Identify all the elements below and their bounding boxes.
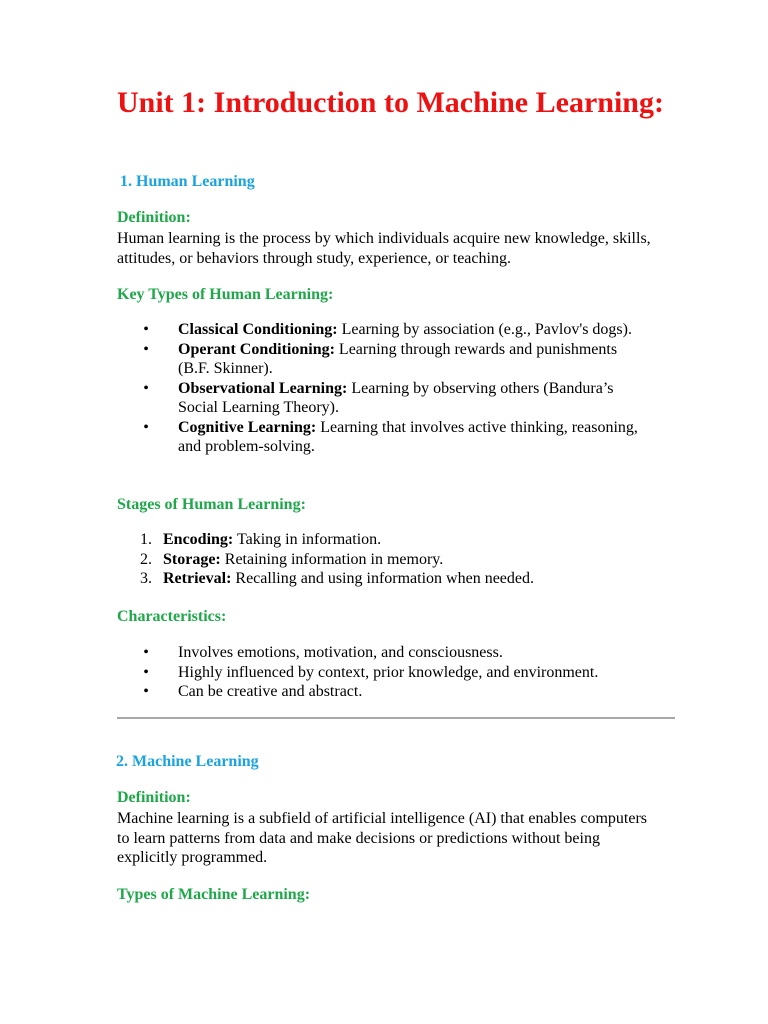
list-item-term: Classical Conditioning: (178, 321, 338, 338)
types-label: Types of Machine Learning: (117, 886, 311, 903)
key-types-list (131, 320, 651, 457)
bullet-icon: • (143, 379, 149, 397)
list-item (131, 340, 651, 379)
list-item (116, 569, 636, 589)
list-item (116, 550, 636, 570)
bullet-icon: • (143, 321, 149, 338)
list-item-text: Recalling and using information when needed. (231, 570, 534, 587)
bullet-icon: • (143, 683, 149, 700)
list-item-term: Storage: (163, 550, 221, 568)
bullet-icon: • (143, 644, 149, 661)
list-item-text: Involves emotions, motivation, and consciousness. (178, 644, 503, 661)
list-item-term: Cognitive Learning: (178, 418, 317, 436)
bullet-icon: • (143, 418, 149, 436)
definition-text: Machine learning is a subfield of artificial intelligence (AI) that enables computers to learn patterns from data and make decisions or predictions without being explicitly programmed. (117, 810, 648, 866)
list-item-text: Can be creative and abstract. (178, 683, 363, 700)
list-item-text: Learning by association (e.g., Pavlov's dogs). (337, 321, 632, 338)
bullet-icon: • (143, 663, 149, 681)
stages-list (116, 530, 636, 589)
definition-label: Definition: (117, 789, 191, 806)
list-item (131, 643, 651, 663)
list-item (116, 530, 636, 550)
list-item-text: Retaining information in memory. (220, 550, 444, 568)
list-item-term: Observational Learning: (178, 379, 348, 397)
list-item-text: Learning through rewards and punishments (B.F. Skinner). (178, 340, 618, 377)
list-item-text: Highly influenced by context, prior knowledge, and environment. (178, 663, 599, 681)
characteristics-label: Characteristics: (117, 608, 227, 625)
list-number: 3. (140, 570, 152, 587)
list-number: 1. (140, 531, 152, 548)
list-item (131, 320, 651, 340)
definition-label: Definition: (117, 209, 191, 226)
list-item-term: Encoding: (163, 531, 234, 548)
list-item (131, 663, 651, 683)
page-title: Unit 1: Introduction to Machine Learning: (117, 86, 664, 119)
characteristics-list (131, 643, 651, 702)
list-item-text: Learning by observing others (Bandura’s Social Learning Theory). (178, 379, 614, 416)
list-item (131, 682, 651, 702)
list-item-text: Learning that involves active thinking, reasoning, and problem-solving. (178, 418, 638, 455)
stages-label: Stages of Human Learning: (117, 496, 306, 513)
horizontal-divider (117, 717, 675, 719)
list-item (131, 418, 651, 457)
section-heading-machine-learning: 2. Machine Learning (116, 753, 259, 770)
section-heading-human-learning: 1. Human Learning (120, 173, 255, 190)
list-item-text: Taking in information. (233, 531, 382, 548)
list-item (131, 379, 651, 418)
list-item-term: Retrieval: (163, 570, 232, 587)
definition-text: Human learning is the process by which individuals acquire new knowledge, skills, attitudes, or behaviors through study, experience, or teaching. (117, 230, 651, 267)
key-types-label: Key Types of Human Learning: (117, 286, 334, 303)
bullet-icon: • (143, 340, 149, 358)
list-number: 2. (140, 550, 152, 568)
list-item-term: Operant Conditioning: (178, 340, 335, 358)
